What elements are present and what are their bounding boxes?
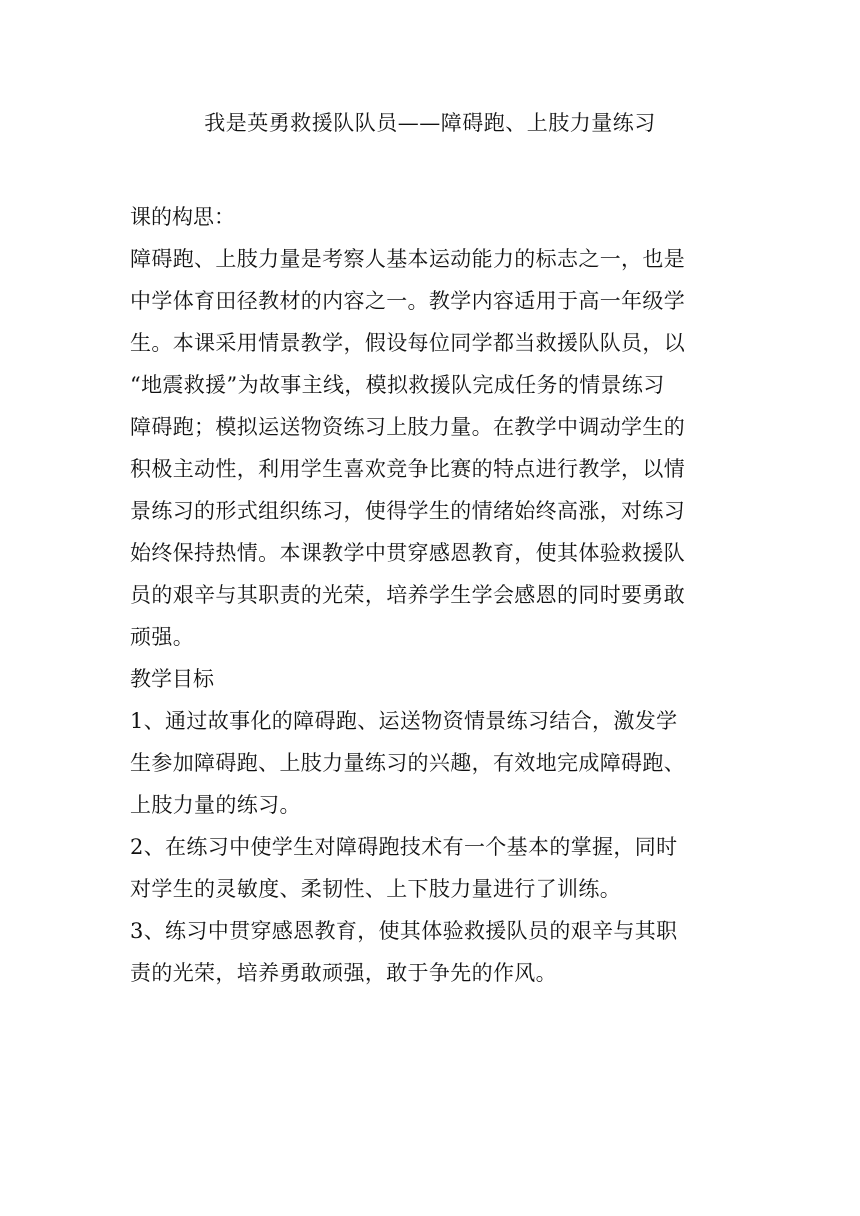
objective-line: 对学生的灵敏度、柔韧性、上下肢力量进行了训练。 (130, 877, 622, 901)
concept-line: “地震救援”为故事主线，模拟救援队完成任务的情景练习 (130, 373, 665, 397)
objective-line: 责的光荣，培养勇敢顽强，敢于争先的作风。 (130, 961, 557, 985)
concept-line: 障碍跑、上肢力量是考察人基本运动能力的标志之一，也是 (130, 247, 686, 271)
concept-line: 始终保持热情。本课教学中贯穿感恩教育，使其体验救援队 (130, 541, 686, 565)
concept-paragraph (130, 238, 730, 658)
concept-line: 景练习的形式组织练习，使得学生的情绪始终高涨，对练习 (130, 499, 686, 523)
objective-line: 生参加障碍跑、上肢力量练习的兴趣，有效地完成障碍跑、 (130, 751, 686, 775)
objective-line: 2、在练习中使学生对障碍跑技术有一个基本的掌握，同时 (130, 835, 678, 859)
objective-line: 3、练习中贯穿感恩教育，使其体验救援队员的艰辛与其职 (130, 919, 678, 943)
document-page (130, 108, 730, 994)
concept-line: 中学体育田径教材的内容之一。教学内容适用于高一年级学 (130, 289, 686, 313)
concept-line: 生。本课采用情景教学，假设每位同学都当救援队队员，以 (130, 331, 686, 355)
concept-line: 积极主动性，利用学生喜欢竞争比赛的特点进行教学，以情 (130, 457, 686, 481)
objectives-heading: 教学目标 (130, 667, 214, 691)
objective-line: 上肢力量的练习。 (130, 793, 301, 817)
objective-item-2 (130, 826, 730, 910)
concept-line: 顽强。 (130, 625, 195, 649)
concept-heading: 课的构思： (130, 205, 235, 229)
concept-line: 障碍跑；模拟运送物资练习上肢力量。在教学中调动学生的 (130, 415, 686, 439)
concept-line: 员的艰辛与其职责的光荣，培养学生学会感恩的同时要勇敢 (130, 583, 686, 607)
document-title: 我是英勇救援队队员——障碍跑、上肢力量练习 (204, 111, 656, 135)
objective-item-3 (130, 910, 730, 994)
objective-line: 1、通过故事化的障碍跑、运送物资情景练习结合，激发学 (130, 709, 678, 733)
objective-item-1 (130, 700, 730, 826)
